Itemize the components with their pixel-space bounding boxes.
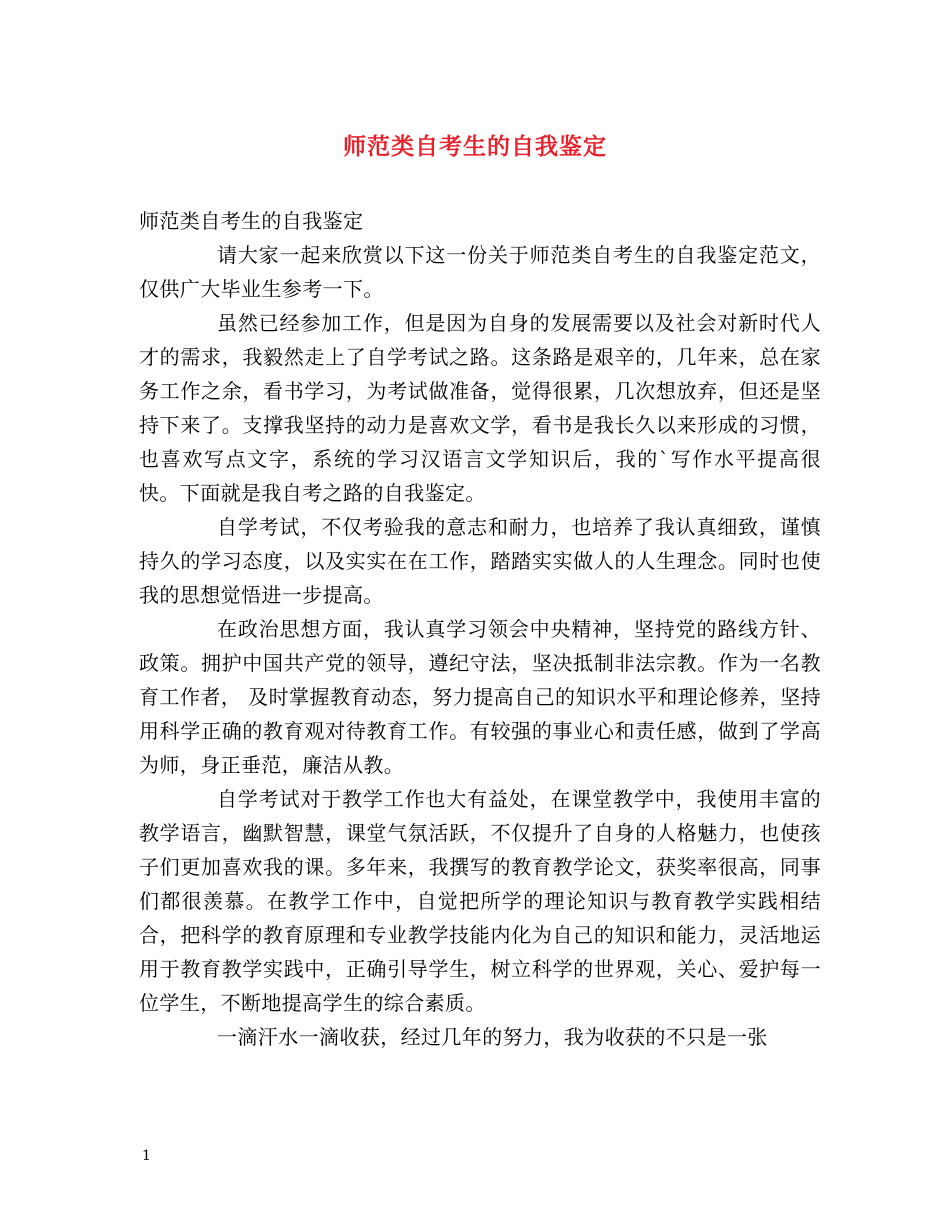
paragraph-intro: 请大家一起来欣赏以下这一份关于师范类自考生的自我鉴定范文，仅供广大毕业生参考一下。 bbox=[139, 243, 821, 301]
page-number: 1 bbox=[142, 1148, 151, 1164]
document-title: 师范类自考生的自我鉴定 bbox=[343, 133, 607, 160]
paragraph-teaching: 自学考试对于教学工作也大有益处，在课堂教学中，我使用丰富的教学语言，幽默智慧，课堂气氛活跃，不仅提升了自身的人格魅力，也使孩子们更加喜欢我的课。多年来，我撰写的教育教学论文，获奖率很高，同事们都很羡慕。在教学工作中，自觉把所学的理论知识与教育教学实践相结合，把科学的教育原理和专业教学技能内化为自己的知识和能力，灵活地运用于教育教学实践中，正确引导学生，树立科学的世界观，关心、爱护每一位学生，不断地提高学生的综合素质。 bbox=[139, 787, 821, 1015]
paragraph-background: 虽然已经参加工作，但是因为自身的发展需要以及社会对新时代人才的需求，我毅然走上了自学考试之路。这条路是艰辛的，几年来，总在家务工作之余，看书学习，为考试做准备，觉得很累，几次想放弃，但还是坚持下来了。支撑我坚持的动力是喜欢文学，看书是我长久以来形成的习惯，也喜欢写点文字，系统的学习汉语言文学知识后，我的`写作水平提高很快。下面就是我自考之路的自我鉴定。 bbox=[139, 311, 821, 505]
document-body bbox=[139, 204, 821, 1054]
paragraph-harvest: 一滴汗水一滴收获，经过几年的努力，我为收获的不只是一张 bbox=[217, 1025, 768, 1049]
paragraph-political: 在政治思想方面，我认真学习领会中央精神，坚持党的路线方针、政策。拥护中国共产党的领导，遵纪守法，坚决抵制非法宗教。作为一名教育工作者， 及时掌握教育动态，努力提高自己的知识水平和理论修养，坚持用科学正确的教育观对待教育工作。有较强的事业心和责任感，做到了学高为师，身正垂范，廉洁从教。 bbox=[139, 617, 821, 777]
paragraph-attitude: 自学考试，不仅考验我的意志和耐力，也培养了我认真细致，谨慎持久的学习态度，以及实实在在工作，踏踏实实做人的人生理念。同时也使我的思想觉悟进一步提高。 bbox=[139, 515, 821, 607]
paragraph-heading: 师范类自考生的自我鉴定 bbox=[139, 209, 364, 233]
